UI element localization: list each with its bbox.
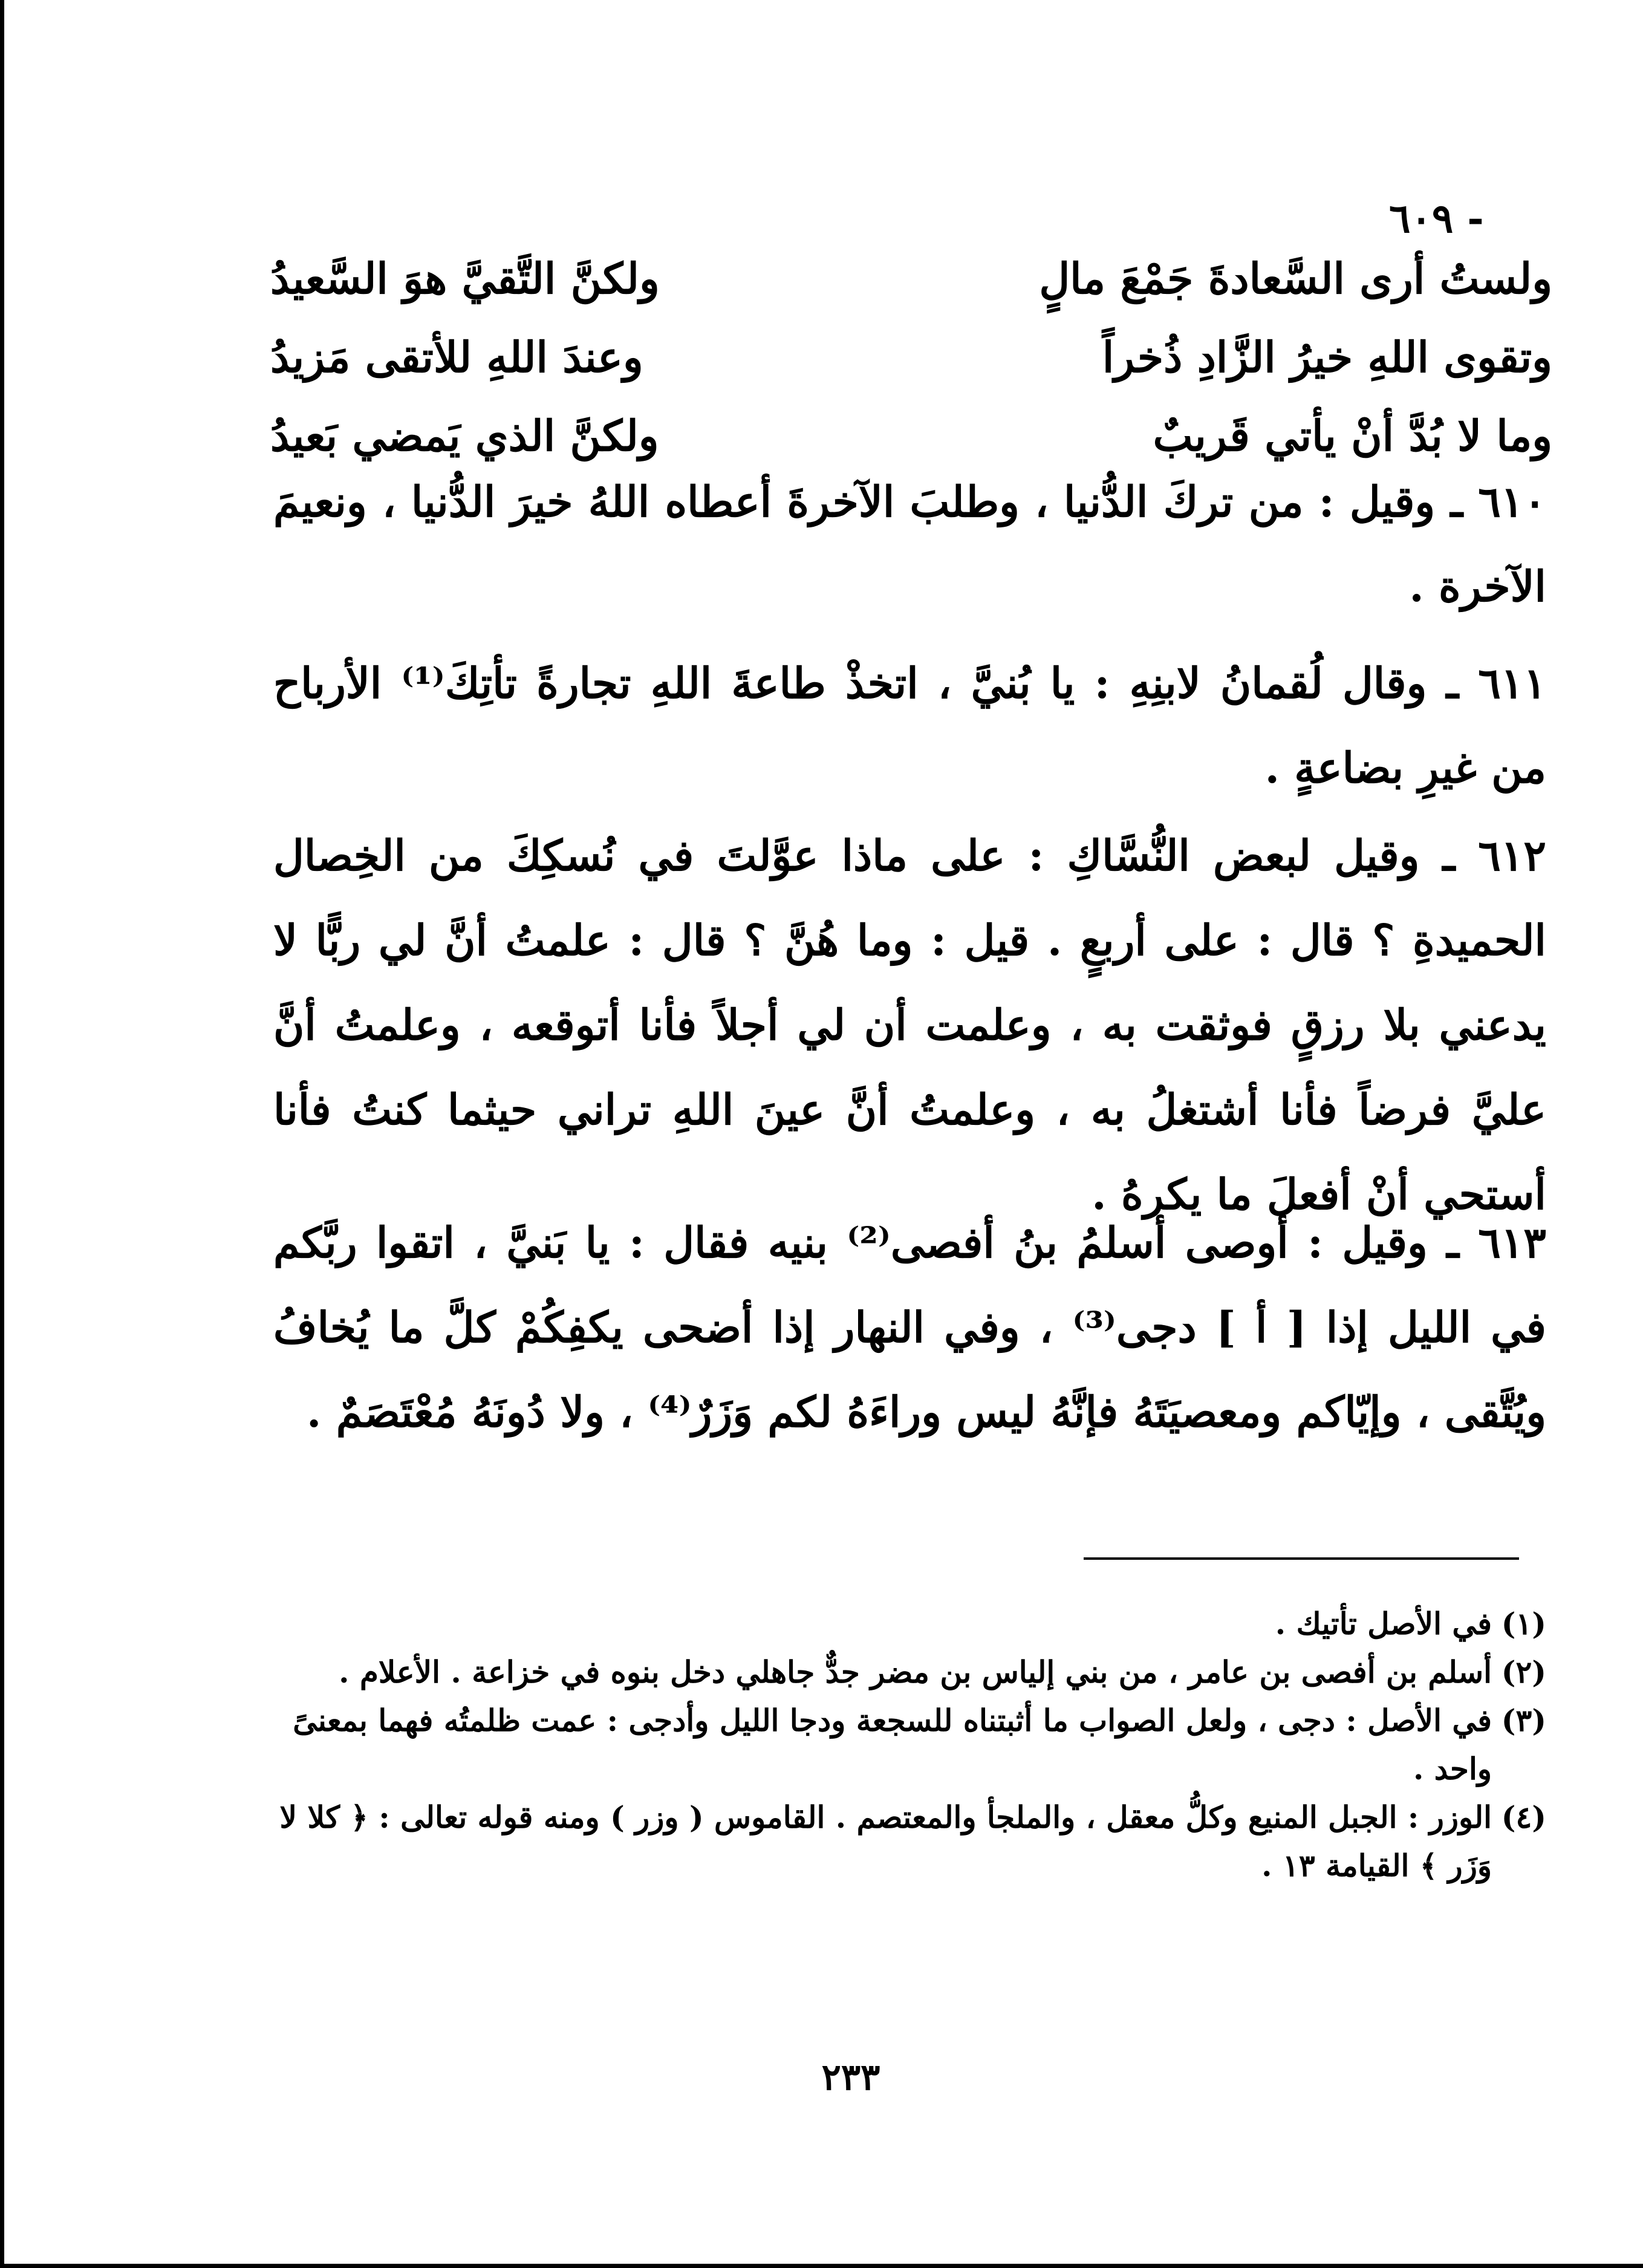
verse-second-hemistich: ولكنَّ الذي يَمضي بَعيدُ: [270, 410, 659, 461]
footnote: [270, 1793, 1546, 1890]
footnote-divider: [1084, 1557, 1519, 1560]
footnotes: [270, 1600, 1546, 1890]
verse-second-hemistich: ولكنَّ التَّقيَّ هوَ السَّعيدُ: [270, 253, 660, 304]
footnote-number: (٢): [1501, 1654, 1546, 1690]
footnote: [270, 1648, 1546, 1696]
bottom-page-number: ٢٣٣: [821, 2056, 880, 2099]
paragraph-610: ٦١٠ ـ وقيل : من تركَ الدُّنيا ، وطلبَ الآخرةَ أعطاه اللهُ خيرَ الدُّنيا ، ونعيمَ الآخرة .: [273, 477, 1546, 611]
footnote: [270, 1696, 1546, 1793]
verse-second-hemistich: وعندَ اللهِ للأتقى مَزيدُ: [270, 331, 643, 382]
footnote-text: في الأصل : دجى ، ولعل الصواب ما أثبتناه للسجعة ودجا الليل وأدجى : عمت ظلمتُه فهما بمعنىً واحد .: [293, 1703, 1492, 1787]
verse-first-hemistich: ولستُ أرى السَّعادةَ جَمْعَ مالٍ: [1039, 253, 1552, 304]
top-page-number: - ٦٠٩: [1389, 195, 1484, 242]
verse-line: [270, 239, 1552, 318]
footnote-text: الوزر : الجبل المنيع وكلُّ معقل ، والملجأ والمعتصم . القاموس ( وزر ) ومنه قوله تعالى : ﴿ كلا لا وَزَر ﴾ القيامة ١٣ .: [279, 1799, 1492, 1883]
footnote-text: في الأصل تأتيك .: [1275, 1606, 1492, 1641]
verse-first-hemistich: وما لا بُدَّ أنْ يأتي قَريبٌ: [1153, 410, 1552, 461]
footnote-text: أسلم بن أفصى بن عامر ، من بني إلياس بن مضر جدٌّ جاهلي دخل بنوه في خزاعة . الأعلام .: [339, 1654, 1492, 1690]
footnote-number: (٤): [1501, 1799, 1546, 1835]
verse-first-hemistich: وتقوى اللهِ خيرُ الزَّادِ ذُخراً: [1102, 331, 1552, 382]
footnote-number: (١): [1501, 1606, 1546, 1641]
footnote: [270, 1600, 1546, 1648]
paragraph-611: ٦١١ ـ وقال لُقمانُ لابنِهِ : يا بُنيَّ ، اتخذْ طاعةَ اللهِ تجارةً تأتِكَ⁽¹⁾ الأرباح من غيرِ بضاعةٍ .: [273, 658, 1546, 793]
poem-verses: [270, 239, 1552, 475]
paragraph-612: ٦١٢ ـ وقيل لبعض النُّسَّاكِ : على ماذا عوَّلتَ في نُسكِكَ من الخِصال الحميدةِ ؟ قال : على أربعٍ . قيل : وما هُنَّ ؟ قال : علمتُ أنَّ لي ربًّا لا يدعني بلا رزقٍ فوثقت به ، وعلمت أن لي أجلاً فأنا أتوقعه ، وعلمتُ أنَّ عليَّ فرضاً فأنا أشتغلُ به ، وعلمتُ أنَّ عينَ اللهِ تراني حيثما كنتُ فأنا أستحي أنْ أفعلَ ما يكرهُ .: [273, 830, 1546, 1219]
footnote-number: (٣): [1501, 1703, 1546, 1738]
verse-line: [270, 318, 1552, 396]
paragraph-613: ٦١٣ ـ وقيل : أوصى أسلمُ بنُ أفصى⁽²⁾ بنيه فقال : يا بَنيَّ ، اتقوا ربَّكم في الليل إذا [ أ ] دجى⁽³⁾ ، وفي النهار إذا أضحى يكفِكُمْ كلَّ ما يُخافُ ويُتَّقى ، وإيّاكم ومعصيَتَهُ فإنَّهُ ليس وراءَهُ لكم وَزَرٌ⁽⁴⁾ ، ولا دُونَهُ مُعْتَصَمٌ .: [273, 1217, 1547, 1437]
